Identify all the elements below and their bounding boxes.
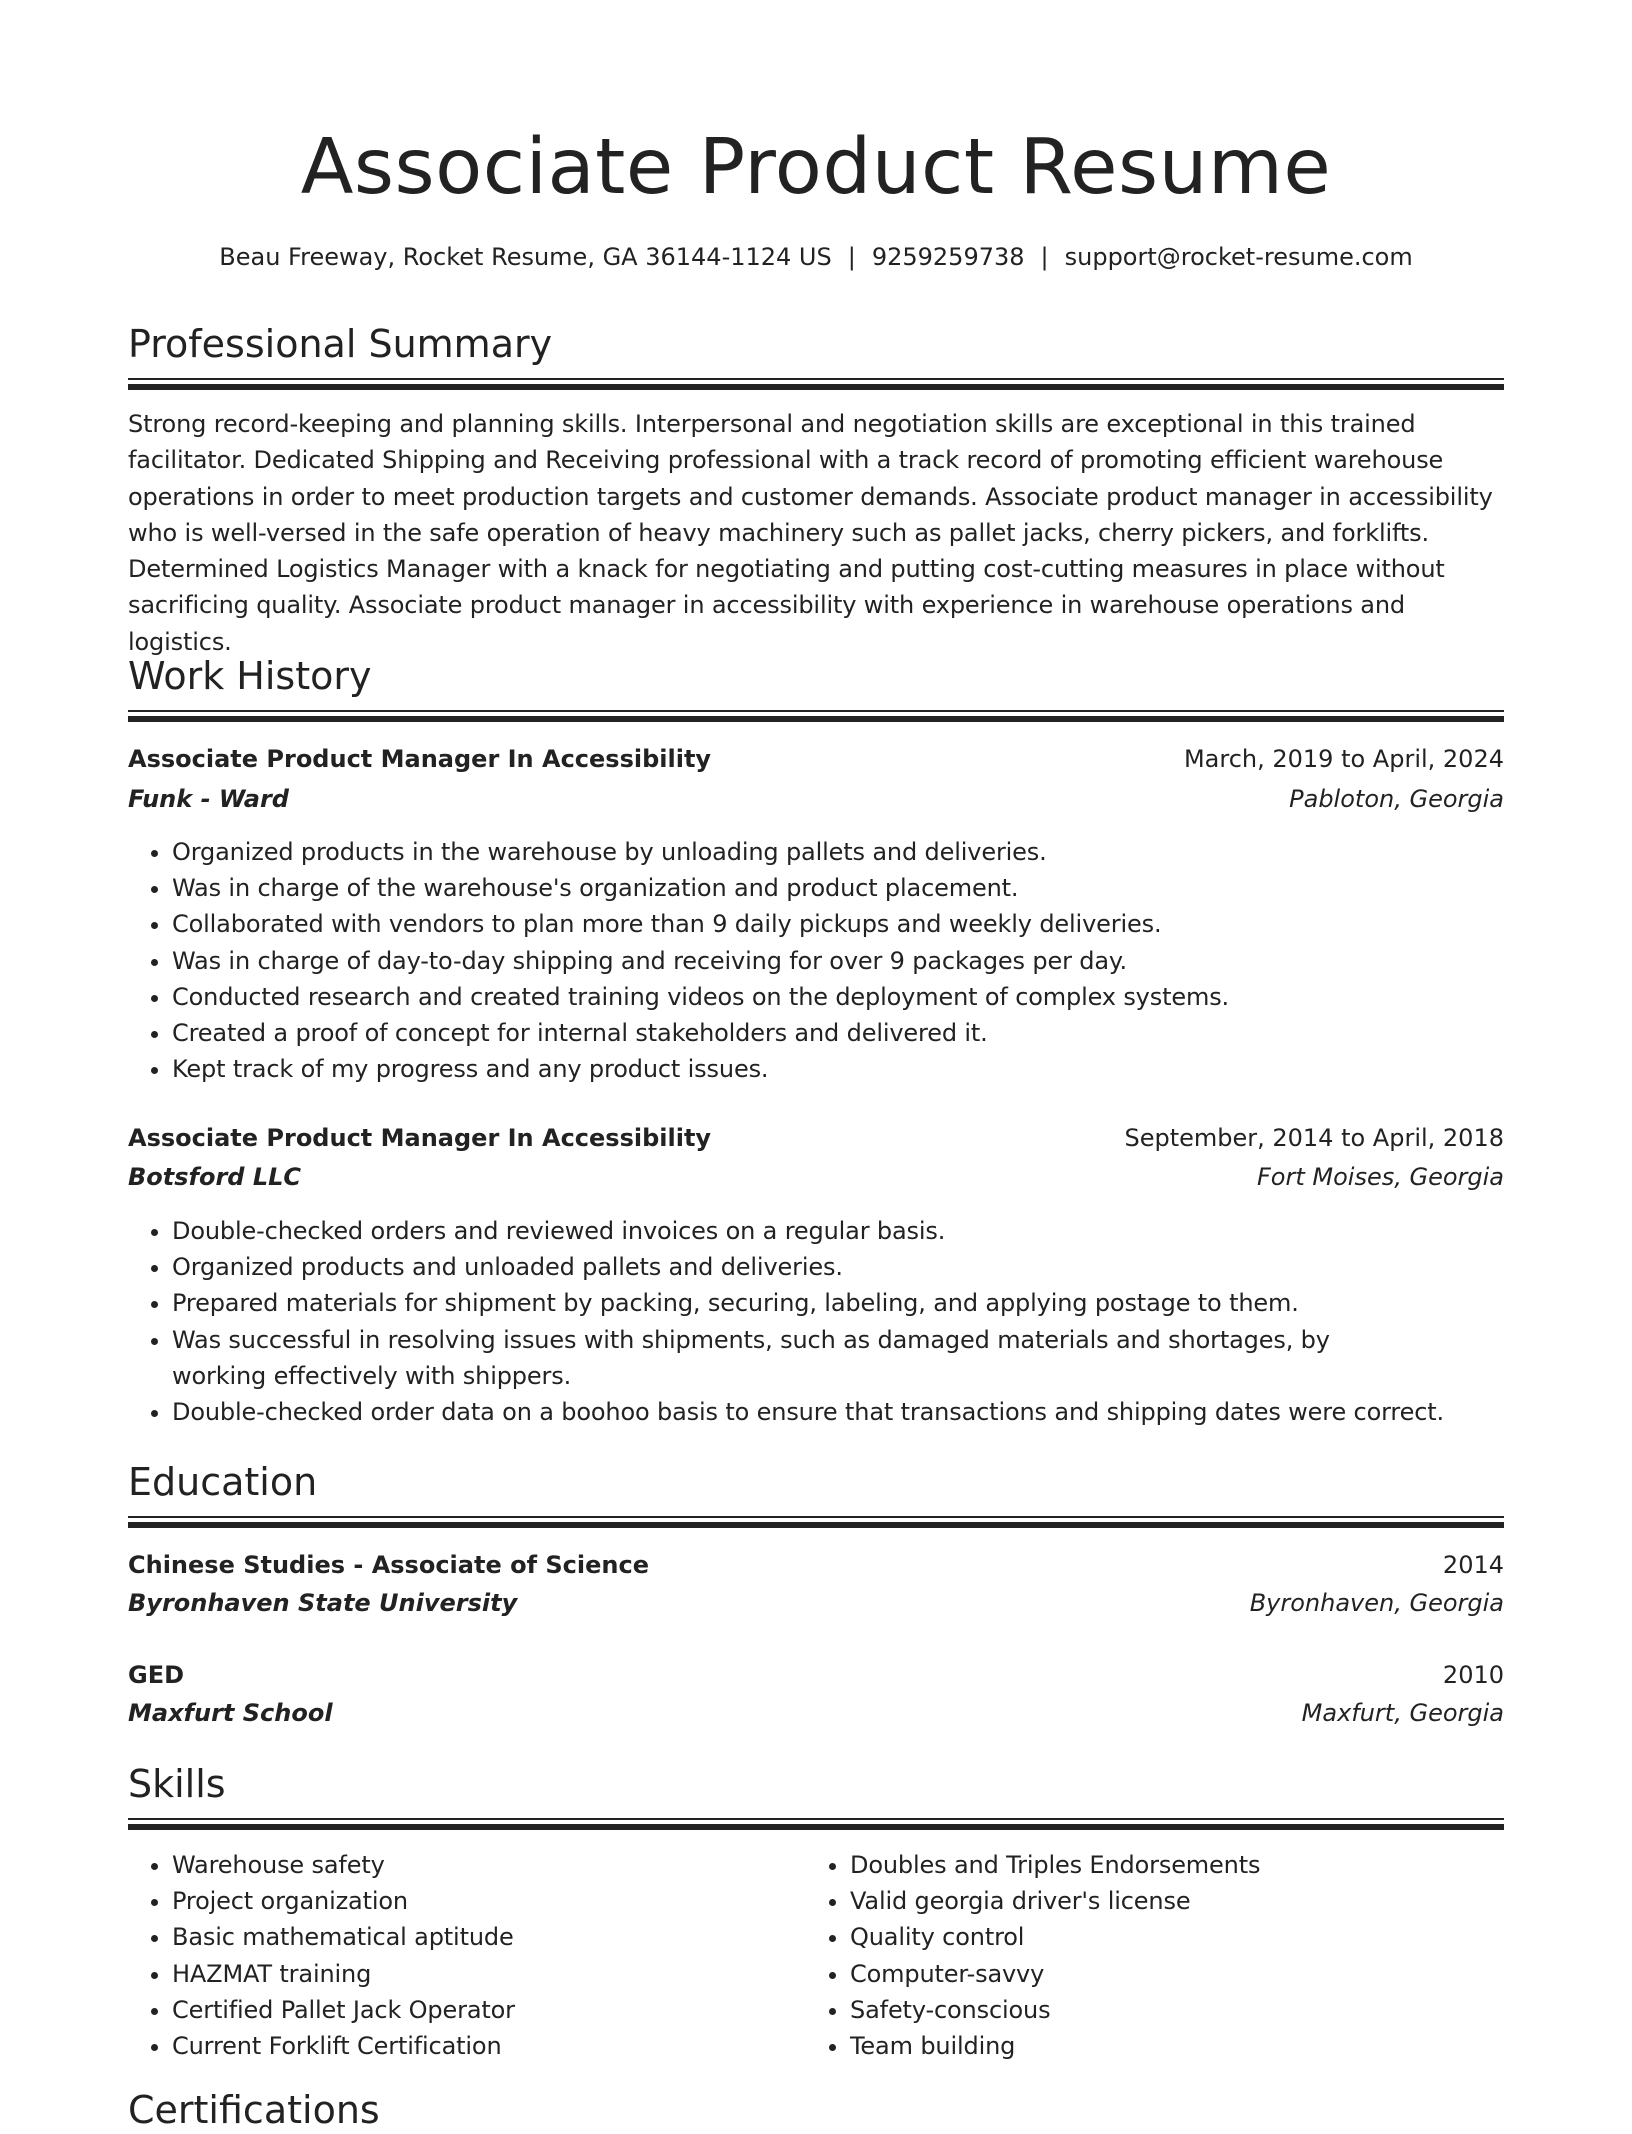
list-item: • Quality control bbox=[850, 1919, 1470, 1955]
section-heading-work: Work History bbox=[128, 654, 372, 698]
job-dates: September, 2014 to April, 2018 bbox=[1124, 1124, 1504, 1152]
list-item: • Warehouse safety bbox=[172, 1847, 792, 1883]
section-divider bbox=[128, 378, 1504, 390]
list-item: • Double-checked order data on a boohoo basis to ensure that transactions and shipping dates were correct. bbox=[172, 1394, 1504, 1430]
job-title: Associate Product Manager In Accessibility bbox=[128, 745, 712, 773]
list-item: • HAZMAT training bbox=[172, 1956, 792, 1992]
education-degree: GED bbox=[128, 1661, 185, 1689]
contact-separator: | bbox=[847, 243, 856, 271]
section-divider bbox=[128, 1818, 1504, 1830]
education-subheader bbox=[128, 1694, 1504, 1732]
list-item: • Organized products and unloaded pallets and deliveries. bbox=[172, 1249, 1504, 1285]
list-item: • Collaborated with vendors to plan more than 9 daily pickups and weekly deliveries. bbox=[172, 906, 1229, 942]
job-location: Fort Moises, Georgia bbox=[1256, 1163, 1504, 1191]
list-item: • Doubles and Triples Endorsements bbox=[850, 1847, 1470, 1883]
contact-line bbox=[128, 240, 1504, 274]
list-item: • Project organization bbox=[172, 1883, 792, 1919]
list-item: • Was successful in resolving issues with shipments, such as damaged materials and shortages, by working effectively with shippers. bbox=[172, 1322, 1504, 1394]
education-subheader bbox=[128, 1584, 1504, 1622]
page-title: Associate Product Resume bbox=[300, 123, 1332, 212]
section-heading-certifications: Certifications bbox=[128, 2088, 380, 2132]
job-subheader bbox=[128, 780, 1504, 818]
skills-list-left bbox=[128, 1847, 792, 2064]
section-divider bbox=[128, 710, 1504, 722]
job-bullets bbox=[128, 1213, 1504, 1430]
list-item: • Safety-conscious bbox=[850, 1992, 1470, 2028]
education-header bbox=[128, 1546, 1504, 1584]
contact-address: Beau Freeway, Rocket Resume, GA 36144-1124 US bbox=[219, 243, 832, 271]
list-item: • Certified Pallet Jack Operator bbox=[172, 1992, 792, 2028]
section-heading-skills: Skills bbox=[128, 1762, 226, 1806]
list-item: • Created a proof of concept for internal stakeholders and delivered it. bbox=[172, 1015, 1229, 1051]
education-degree: Chinese Studies - Associate of Science bbox=[128, 1551, 649, 1579]
list-item: • Valid georgia driver's license bbox=[850, 1883, 1470, 1919]
education-header bbox=[128, 1656, 1504, 1694]
job-company: Botsford LLC bbox=[128, 1163, 302, 1191]
education-year: 2014 bbox=[1442, 1551, 1504, 1579]
list-item: • Current Forklift Certification bbox=[172, 2028, 792, 2064]
list-item: • Basic mathematical aptitude bbox=[172, 1919, 792, 1955]
list-item: • Prepared materials for shipment by packing, securing, labeling, and applying postage to them. bbox=[172, 1285, 1504, 1321]
list-item: • Computer-savvy bbox=[850, 1956, 1470, 1992]
list-item: • Was in charge of the warehouse's organization and product placement. bbox=[172, 870, 1229, 906]
job-title: Associate Product Manager In Accessibility bbox=[128, 1124, 712, 1152]
job-subheader bbox=[128, 1158, 1504, 1196]
section-heading-summary: Professional Summary bbox=[128, 322, 553, 366]
contact-separator: | bbox=[1040, 243, 1049, 271]
list-item: • Conducted research and created training videos on the deployment of complex systems. bbox=[172, 979, 1229, 1015]
education-location: Byronhaven, Georgia bbox=[1249, 1589, 1504, 1617]
job-header bbox=[128, 740, 1504, 778]
job-dates: March, 2019 to April, 2024 bbox=[1183, 745, 1504, 773]
job-location: Pabloton, Georgia bbox=[1289, 785, 1504, 813]
list-item: • Was in charge of day-to-day shipping and receiving for over 9 packages per day. bbox=[172, 943, 1229, 979]
list-item: • Double-checked orders and reviewed invoices on a regular basis. bbox=[172, 1213, 1504, 1249]
list-item: • Organized products in the warehouse by unloading pallets and deliveries. bbox=[172, 834, 1229, 870]
list-item: • Kept track of my progress and any product issues. bbox=[172, 1051, 1229, 1087]
section-heading-education: Education bbox=[128, 1460, 318, 1504]
education-school: Byronhaven State University bbox=[128, 1589, 518, 1617]
section-divider bbox=[128, 1516, 1504, 1528]
job-bullets bbox=[128, 834, 1229, 1087]
job-company: Funk - Ward bbox=[128, 785, 289, 813]
skills-list-right bbox=[806, 1847, 1470, 2064]
education-location: Maxfurt, Georgia bbox=[1301, 1699, 1504, 1727]
list-item: • Team building bbox=[850, 2028, 1470, 2064]
contact-email[interactable]: support@rocket-resume.com bbox=[1064, 243, 1413, 271]
education-school: Maxfurt School bbox=[128, 1699, 333, 1727]
education-year: 2010 bbox=[1442, 1661, 1504, 1689]
job-header bbox=[128, 1119, 1504, 1157]
summary-text: Strong record-keeping and planning skills. Interpersonal and negotiation skills are exceptional in this trained facilitator. Dedicated Shipping and Receiving professional with a track record of promoting efficient warehouse operations in order to meet production targets and customer demands. Associate product manager in accessibility who is well-versed in the safe operation of heavy machinery such as pallet jacks, cherry pickers, and forklifts. Determined Logistics Manager with a knack for negotiating and putting cost-cutting measures in place without sacrificing quality. Associate product manager in accessibility with experience in warehouse operations and logistics. bbox=[128, 410, 1493, 656]
contact-phone: 9259259738 bbox=[871, 243, 1025, 271]
